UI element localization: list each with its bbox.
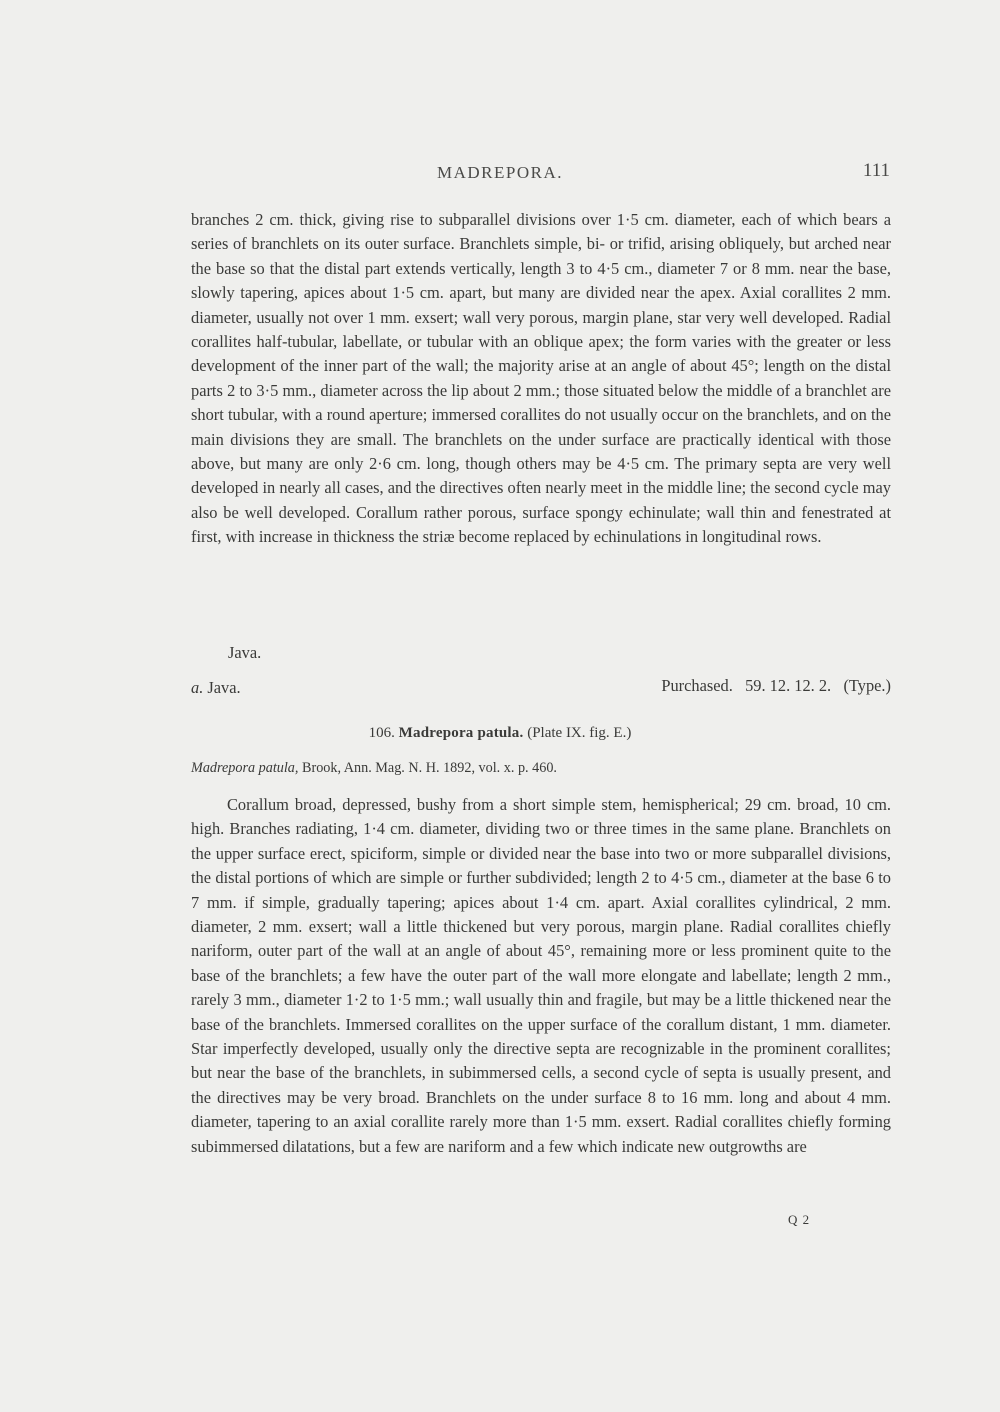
specimen-registration: Purchased. 59. 12. 12. 2. (Type.) (661, 676, 891, 695)
specimen-place: Java. (207, 678, 241, 697)
species-name: Madrepora patula. (398, 725, 524, 741)
reference-taxon: Madrepora patula, (191, 760, 299, 776)
species-reference (191, 760, 557, 777)
species-description-block (191, 793, 891, 1159)
continued-description-block (191, 208, 891, 550)
page-number: 111 (862, 160, 890, 181)
species-plate: (Plate IX. fig. E.) (527, 725, 632, 741)
specimen-letter: a. (191, 678, 204, 697)
species-number: 106. (368, 725, 395, 741)
continued-description-paragraph: branches 2 cm. thick, giving rise to subparallel divisions over 1·5 cm. diameter, each of which bears a series of branchlets on its outer surface. Branchlets simple, bi- or trifid, arising obliquely, but arched near the base so that the distal part extends vertically, length 3 to 4·5 cm., diameter 7 or 8 mm. near the base, slowly tapering, apices about 1·5 cm. apart, but many are divided near the apex. Axial corallites 2 mm. diameter, usually not over 1 mm. exsert; wall very porous, margin plane, star very well developed. Radial corallites half-tubular, labellate, or tubular with an oblique apex; the form varies with the greater or less development of the inner part of the wall; the majority arise at an angle of about 45°; length on the distal parts 2 to 3·5 mm., diameter across the lip about 2 mm.; those situated below the middle of a branchlet are short tubular, with a round aperture; immersed corallites do not usually occur on the branchlets, and on the main divisions they are small. The branchlets on the under surface are practically identical with those above, but many are only 2·6 cm. long, though others may be 4·5 cm. The primary septa are very well developed in nearly all cases, and the directives often nearly meet in the middle line; the second cycle may also be well developed. Corallum rather porous, surface spongy echinulate; wall thin and fenestrated at first, with increase in thickness the striæ become replaced by echinulations in longitudinal rows. (191, 210, 891, 547)
species-heading (0, 725, 1000, 742)
signature-mark: Q 2 (788, 1212, 811, 1227)
specimen-entry (191, 678, 241, 698)
species-description-paragraph: Corallum broad, depressed, bushy from a short simple stem, hemispherical; 29 cm. broad, 10 cm. high. Branches radiating, 1·4 cm. diameter, dividing two or three times in the same plane. Branchlets on the upper surface erect, spiciform, simple or divided near the base into two or more subparallel divisions, the distal portions of which are simple or further subdivided; length 2 to 4·5 cm., diameter at the base 6 to 7 mm. if simple, gradually tapering; apices about 1·4 cm. apart. Axial corallites cylindrical, 2 mm. diameter, 2 mm. exsert; wall a little thickened but very porous, margin plane. Radial corallites chiefly nariform, outer part of the wall at an angle of about 45°, remaining more or less prominent quite to the base of the branchlets; a few have the outer part of the wall more elongate and labellate; length 2 mm., rarely 3 mm., diameter 1·2 to 1·5 mm.; wall usually thin and fragile, but may be a little thickened near the base of the branchlets. Immersed corallites on the upper surface of the corallum distant, 1 mm. diameter. Star imperfectly developed, usually only the directive septa are recognizable in the prominent corallites; but near the base of the branchlets, in subimmersed cells, a second cycle of septa is usually present, and the directives may be very broad. Branchlets on the under surface 8 to 16 mm. long and about 4 mm. diameter, tapering to an axial corallite rarely more than 1·5 mm. exsert. Radial corallites chiefly forming subimmersed dilatations, but a few are nariform and a few which indicate new outgrowths are (191, 795, 891, 1156)
reference-citation: Brook, Ann. Mag. N. H. 1892, vol. x. p. 460. (302, 760, 557, 776)
running-header: MADREPORA. (437, 163, 563, 182)
locality-heading: Java. (228, 643, 262, 662)
